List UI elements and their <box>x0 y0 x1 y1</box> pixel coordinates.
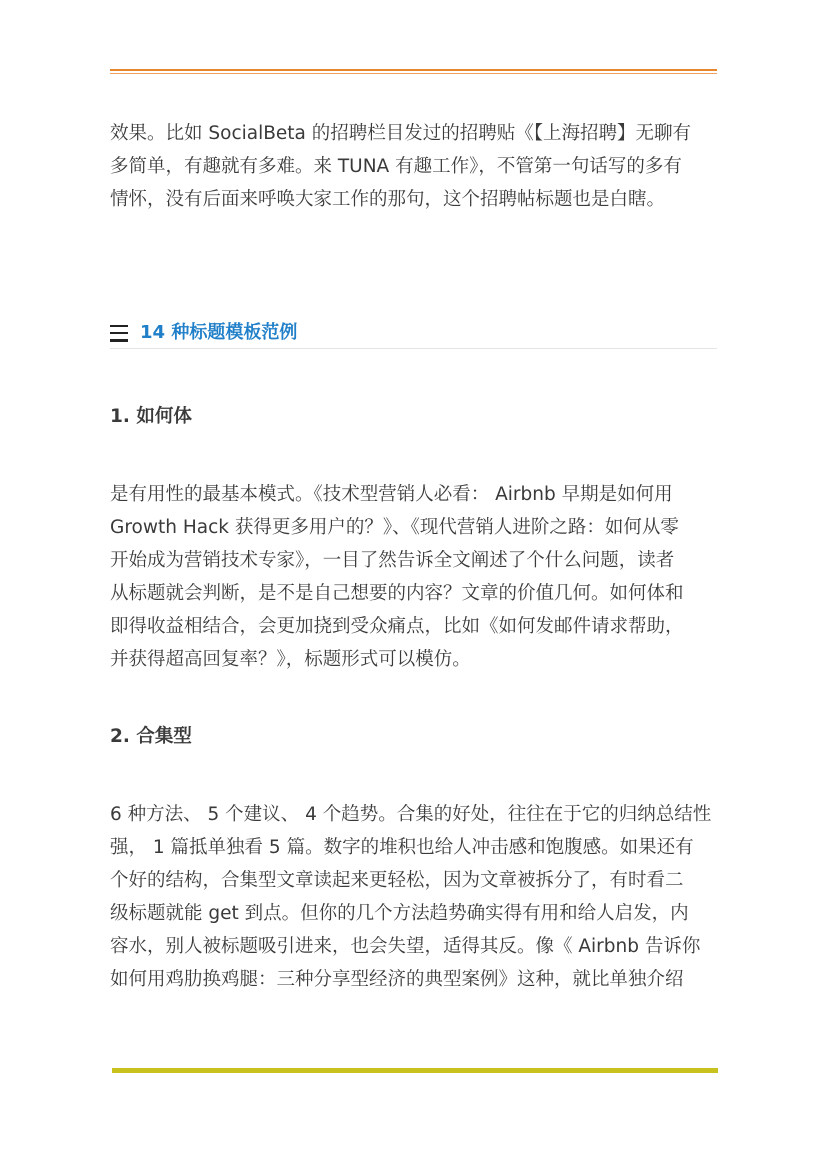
paragraph-line: 即得收益相结合，会更加挠到受众痛点，比如《如何发邮件请求帮助， <box>110 616 684 637</box>
paragraph-line: 并获得超高回复率？》，标题形式可以模仿。 <box>110 649 471 670</box>
paragraph-line: 如何用鸡肋换鸡腿：三种分享型经济的典型案例》这种，就比单独介绍 <box>110 969 684 990</box>
top-divider-line-1 <box>110 69 717 71</box>
menu-icon <box>110 325 128 341</box>
item-heading-collection: 2. 合集型 <box>110 726 192 747</box>
paragraph-line: 容水，别人被标题吸引进来，也会失望，适得其反。像《 Airbnb 告诉你 <box>110 936 701 957</box>
paragraph-line: 6 种方法、 5 个建议、 4 个趋势。合集的好处，往往在于它的归纳总结性 <box>110 804 712 825</box>
paragraph-line: Growth Hack 获得更多用户的？》、《现代营销人进阶之路：如何从零 <box>110 517 679 538</box>
paragraph-line: 开始成为营销技术专家》，一目了然告诉全文阐述了个什么问题，读者 <box>110 550 675 571</box>
bottom-divider <box>112 1068 718 1073</box>
paragraph-line: 强， 1 篇抵单独看 5 篇。数字的堆积也给人冲击感和饱腹感。如果还有 <box>110 837 694 858</box>
item-heading-how-to: 1. 如何体 <box>110 406 192 427</box>
paragraph-line: 级标题就能 get 到点。但你的几个方法趋势确实得有用和给人启发，内 <box>110 903 689 924</box>
intro-line: 多简单，有趣就有多难。来 TUNA 有趣工作》，不管第一句话写的多有 <box>110 156 682 177</box>
paragraph-line: 从标题就会判断，是不是自己想要的内容？文章的价值几何。如何体和 <box>110 583 684 604</box>
paragraph-line: 个好的结构，合集型文章读起来更轻松，因为文章被拆分了，有时看二 <box>110 870 684 891</box>
intro-line: 效果。比如 SocialBeta 的招聘栏目发过的招聘贴《【上海招聘】无聊有 <box>110 123 692 144</box>
top-divider <box>110 69 717 75</box>
paragraph-line: 是有用性的最基本模式。《技术型营销人必看： Airbnb 早期是如何用 <box>110 484 673 505</box>
item-paragraph-collection <box>110 798 750 996</box>
section-heading <box>110 318 717 349</box>
top-divider-line-2 <box>110 73 717 74</box>
intro-paragraph <box>110 117 750 216</box>
intro-line: 情怀，没有后面来呼唤大家工作的那句，这个招聘帖标题也是白瞎。 <box>110 189 666 210</box>
section-title: 14 种标题模板范例 <box>140 322 298 343</box>
item-paragraph-how-to <box>110 478 750 676</box>
